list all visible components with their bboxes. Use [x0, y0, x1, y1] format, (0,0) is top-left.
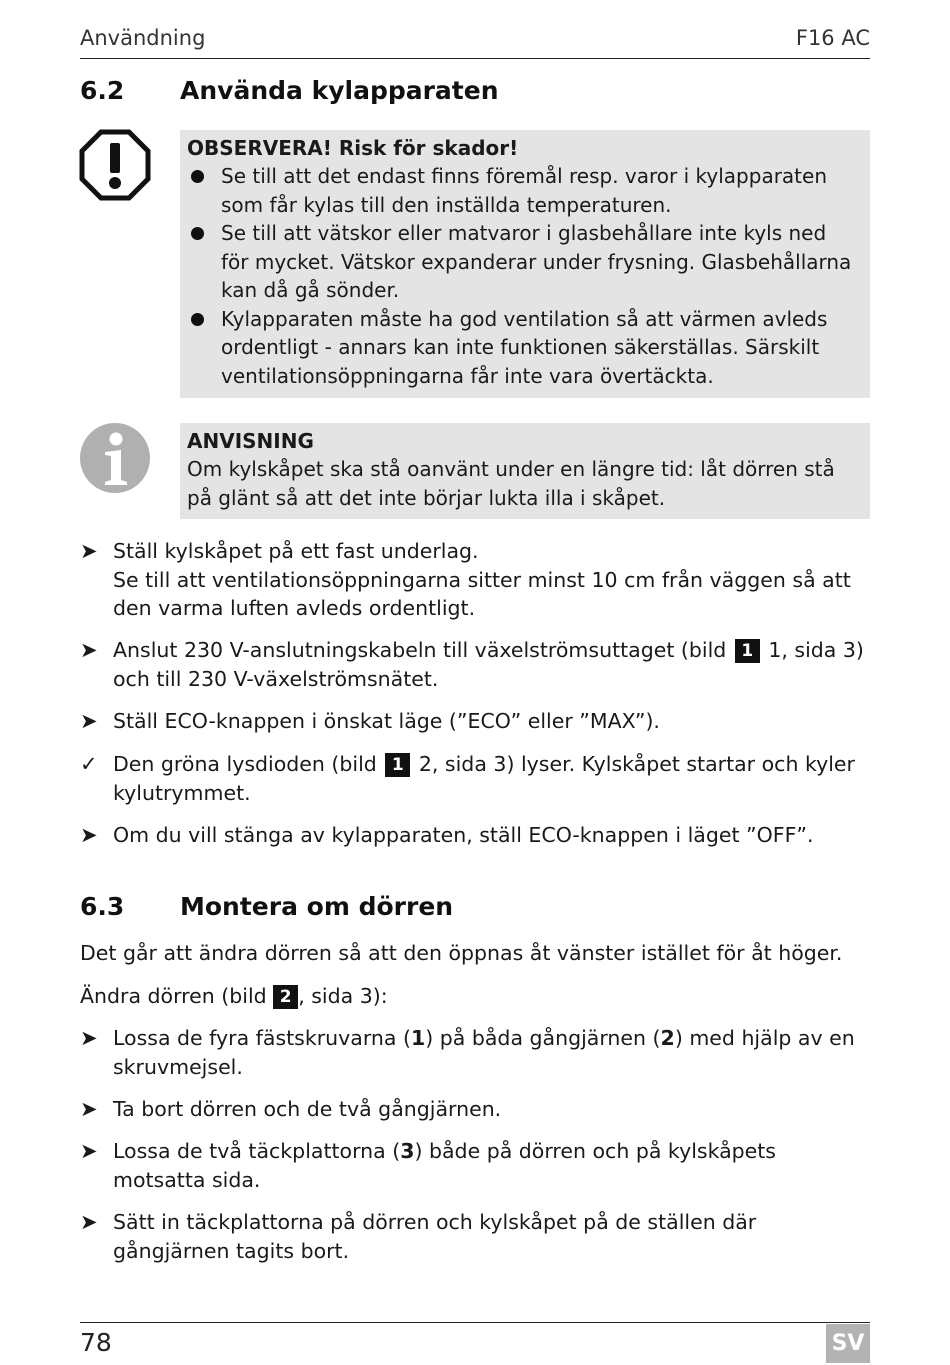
step-text: Sätt in täckplattorna på dörren och kylskåpet på de ställen där gångjärnen tagits bort.	[113, 1210, 757, 1263]
instruction-step	[80, 707, 870, 736]
section-title: Använda kylapparaten	[180, 76, 499, 105]
part-number: 1	[410, 1026, 426, 1050]
language-badge: SV	[826, 1324, 870, 1363]
footer-rule	[80, 1322, 870, 1323]
figure-ref-badge: 2	[273, 985, 298, 1009]
arrow-icon: ➤	[80, 638, 98, 662]
section-heading-6-2	[80, 76, 870, 110]
instruction-step	[80, 1208, 870, 1265]
arrow-icon: ➤	[80, 709, 98, 733]
part-number: 2	[660, 1026, 675, 1050]
figure-ref-badge: 1	[385, 753, 410, 777]
part-number: 3	[400, 1139, 415, 1163]
running-header-model: F16 AC	[795, 26, 870, 50]
warning-title: OBSERVERA! Risk för skador!	[187, 136, 519, 160]
step-text: Anslut 230 V-anslutningskabeln till växelströmsuttaget (bild	[113, 638, 733, 662]
arrow-icon: ➤	[80, 1097, 98, 1121]
arrow-icon: ➤	[80, 1139, 98, 1163]
instruction-lead: Ändra dörren (bild 2 , sida 3):	[80, 984, 388, 1008]
instruction-step	[80, 821, 870, 850]
note-box	[180, 423, 870, 519]
instruction-step	[80, 537, 870, 623]
section-number: 6.3	[80, 892, 125, 921]
intro-paragraph: Det går att ändra dörren så att den öppnas åt vänster istället för åt höger.	[80, 941, 843, 965]
step-text: Ta bort dörren och de två gångjärnen.	[113, 1097, 502, 1121]
warning-box	[180, 130, 870, 398]
section-number: 6.2	[80, 76, 125, 105]
instruction-step: ➤ Lossa de fyra fästskruvarna (1) på båda gångjärnen (2) med hjälp av en skruvmejsel.	[80, 1026, 855, 1079]
result-step	[80, 750, 870, 807]
arrow-icon: ➤	[80, 1210, 98, 1234]
step-text: Se till att ventilationsöppningarna sitter minst 10 cm från väggen så att den varma luften avleds ordentligt.	[113, 567, 851, 620]
warning-bullet: Se till att det endast finns föremål resp. varor i kylapparaten som får kylas till den inställda temperaturen.	[187, 162, 860, 219]
warning-octagon-icon	[79, 129, 151, 201]
warning-bullet: Kylapparaten måste ha god ventilation så att värmen avleds ordentligt - annars kan inte funktionen säkerställas. Särskilt ventilationsöppningarna får inte vara övertäckta.	[187, 305, 860, 391]
note-title: ANVISNING	[187, 429, 314, 453]
figure-ref-badge: 1	[735, 639, 760, 663]
step-text: Ställ ECO-knappen i önskat läge (”ECO” eller ”MAX”).	[113, 709, 660, 733]
check-icon: ✓	[80, 752, 98, 776]
running-header-section: Användning	[80, 26, 206, 50]
step-text: 1, sida 3) och till 230 V-växelströmsnätet.	[113, 638, 864, 691]
bullet-dot-icon	[191, 227, 204, 240]
step-text: 2, sida 3) lyser. Kylskåpet startar och kyler kylutrymmet.	[113, 752, 855, 805]
instruction-step: ➤ Lossa de två täckplattorna (3) både på dörren och på kylskåpets motsatta sida.	[80, 1139, 776, 1192]
step-text: Om du vill stänga av kylapparaten, ställ ECO-knappen i läget ”OFF”.	[113, 823, 814, 847]
step-text: Den gröna lysdioden (bild	[113, 752, 384, 776]
bullet-dot-icon	[191, 170, 204, 183]
step-text: Ställ kylskåpet på ett fast underlag.	[113, 539, 479, 563]
warning-bullet: Se till att vätskor eller matvaror i glasbehållare inte kyls ned för mycket. Vätskor expanderar under frysning. Glasbehållarna kan då gå sönder.	[187, 219, 860, 305]
info-icon	[79, 422, 151, 494]
section-heading-6-3	[80, 892, 870, 926]
bullet-dot-icon	[191, 313, 204, 326]
arrow-icon: ➤	[80, 1026, 98, 1050]
header-rule	[80, 58, 870, 59]
arrow-icon: ➤	[80, 823, 98, 847]
instruction-step	[80, 636, 870, 693]
arrow-icon: ➤	[80, 539, 98, 563]
page-number: 78	[80, 1328, 112, 1357]
instruction-step	[80, 1095, 870, 1124]
section-title: Montera om dörren	[180, 892, 454, 921]
note-text: Om kylskåpet ska stå oanvänt under en längre tid: låt dörren stå på glänt så att det inte börjar lukta illa i skåpet.	[187, 457, 835, 510]
